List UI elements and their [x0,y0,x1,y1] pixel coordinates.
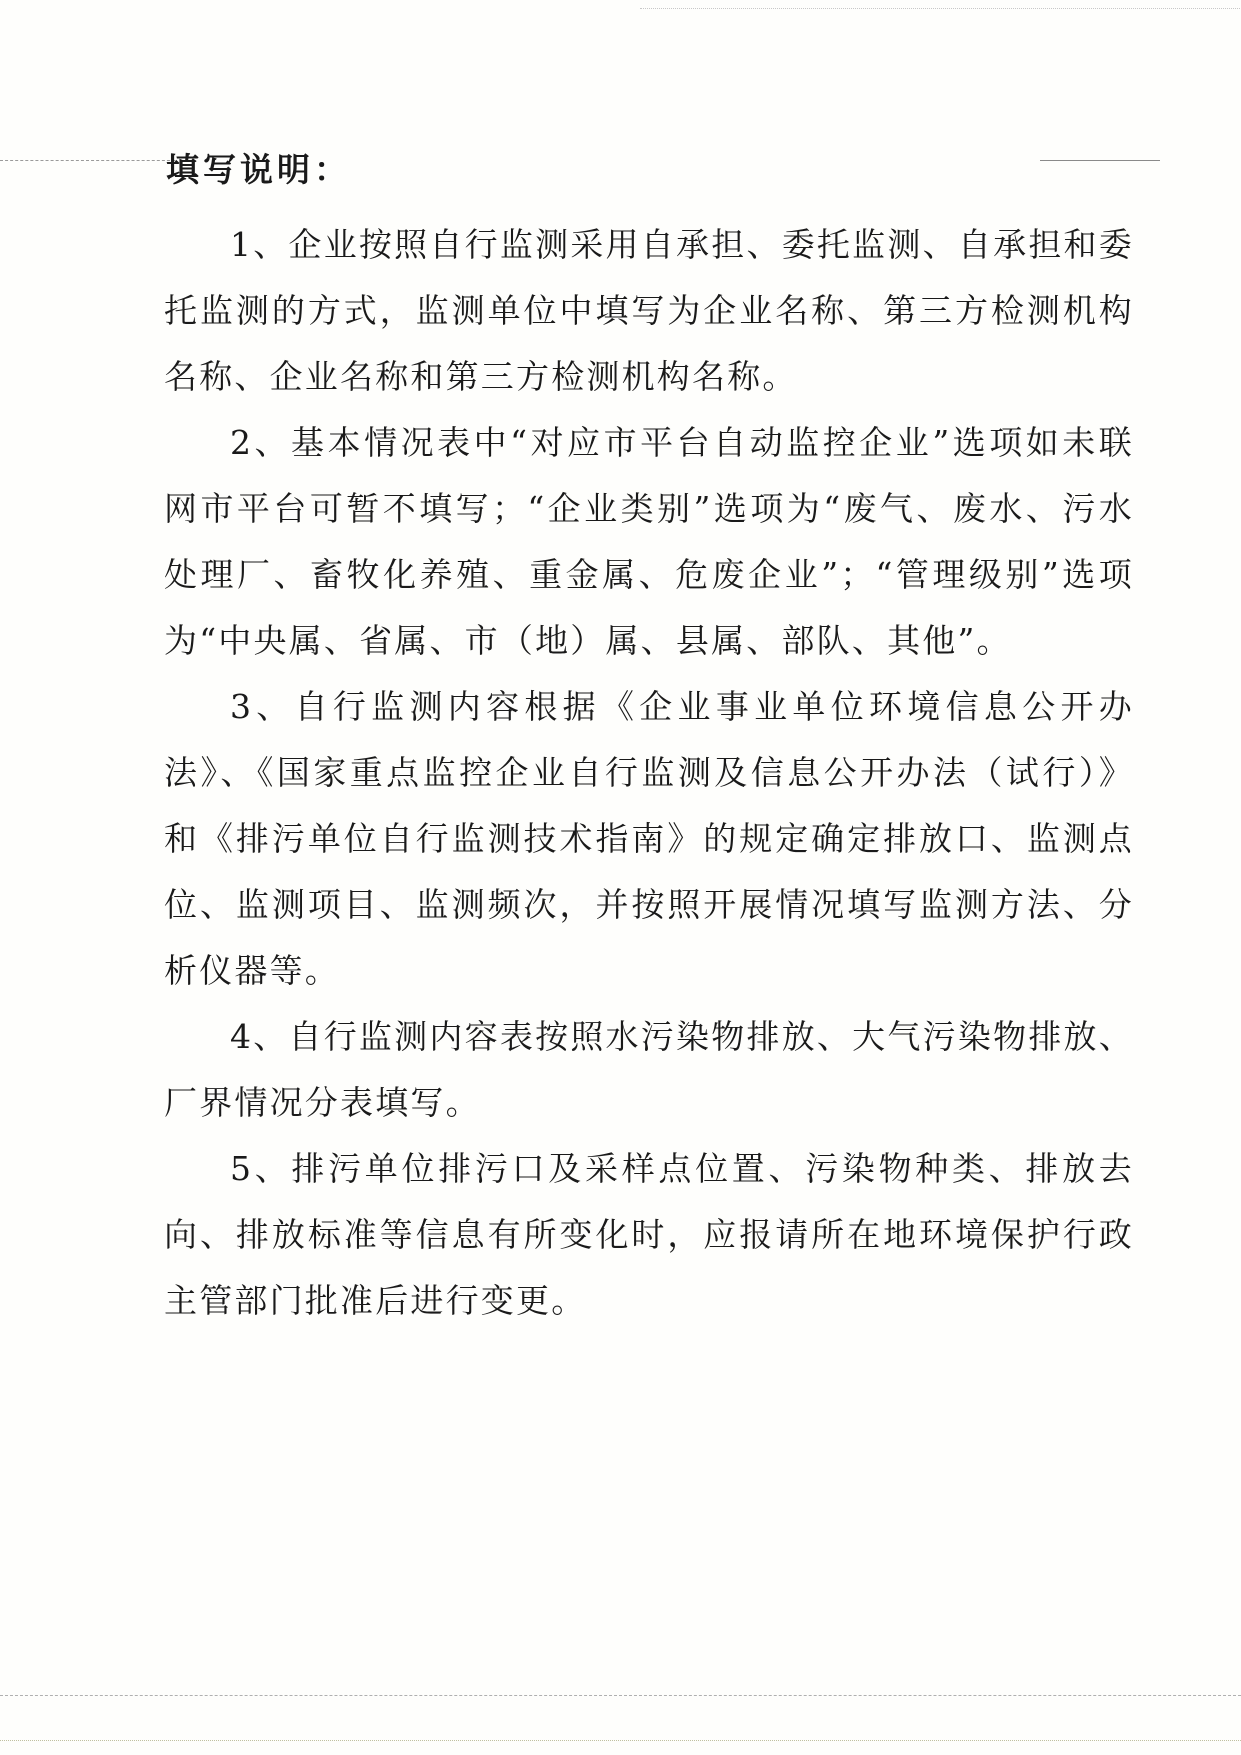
scan-artifact-line [640,8,1240,9]
instructions-body [164,212,1134,1334]
instruction-item-3: 3、自行监测内容根据《企业事业单位环境信息公开办法》、《国家重点监控企业自行监测及信息公开办法（试行）》和《排污单位自行监测技术指南》的规定确定排放口、监测点位、监测项目、监测频次，并按照开展情况填写监测方法、分析仪器等。 [164,687,1134,990]
scan-artifact-line [1040,160,1160,161]
scan-artifact-line [0,1695,1241,1696]
instruction-item-5: 5、排污单位排污口及采样点位置、污染物种类、排放去向、排放标准等信息有所变化时，应报请所在地环境保护行政主管部门批准后进行变更。 [164,1149,1134,1320]
instruction-item-1: 1、企业按照自行监测采用自承担、委托监测、自承担和委托监测的方式，监测单位中填写为企业名称、第三方检测机构名称、企业名称和第三方检测机构名称。 [164,225,1134,396]
scan-artifact-line [0,1740,1241,1741]
scan-artifact-line [0,160,175,161]
instruction-item-4: 4、自行监测内容表按照水污染物排放、大气污染物排放、厂界情况分表填写。 [164,1017,1134,1122]
instruction-item-2: 2、基本情况表中“对应市平台自动监控企业”选项如未联网市平台可暂不填写；“企业类别”选项为“废气、废水、污水处理厂、畜牧化养殖、重金属、危废企业”；“管理级别”选项为“中央属、省属、市（地）属、县属、部队、其他”。 [164,423,1134,660]
instructions-heading: 填写说明： [166,150,351,189]
